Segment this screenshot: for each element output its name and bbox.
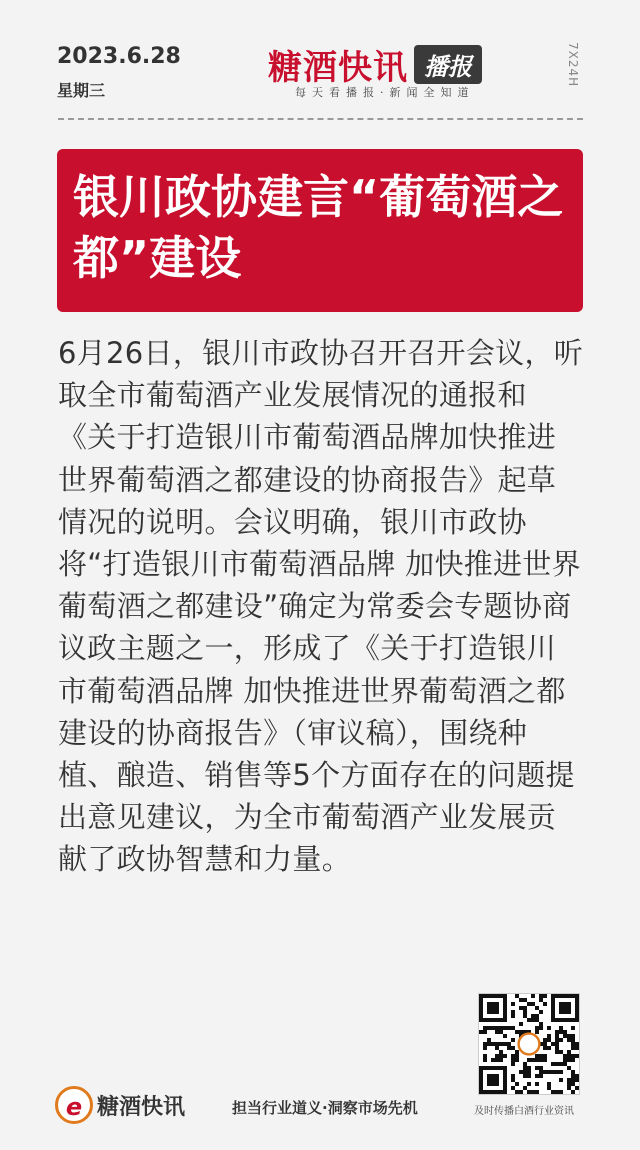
footer-logo — [55, 1086, 185, 1124]
footer-brand: 糖酒快讯 — [97, 1094, 186, 1120]
brand-header — [268, 40, 482, 89]
header-divider — [58, 118, 583, 120]
title-banner — [57, 149, 583, 312]
weekday: 星期三 — [57, 81, 106, 100]
qr-caption: 及时传播白酒行业资讯 — [474, 1106, 574, 1117]
brand-logo-icon: e — [55, 1086, 93, 1124]
brand-tag: 播报 — [414, 45, 482, 84]
brand-slogan: 每天看播报·新闻全知道 — [295, 86, 475, 99]
brand-name: 糖酒快讯 — [268, 48, 408, 88]
footer-tagline: 担当行业道义·洞察市场先机 — [232, 1099, 418, 1117]
date: 2023.6.28 — [57, 44, 181, 69]
qr-code[interactable] — [478, 993, 580, 1095]
side-code: 7X24H — [566, 42, 580, 88]
article-title: 银川政协建言“葡萄酒之都”建设 — [73, 170, 564, 285]
article-body: 6月26日，银川市政协召开召开会议，听取全市葡萄酒产业发展情况的通报和《关于打造银川市葡萄酒品牌加快推进世界葡萄酒之都建设的协商报告》起草情况的说明。会议明确，银川市政协将“打造银川市葡萄酒品牌 加快推进世界葡萄酒之都建设”确定为常委会专题协商议政主题之一，形成了《关于打造银川市葡萄酒品牌 加快推进世界葡萄酒之都建设的协商报告》（审议稿），围绕种植、酿造、销售等5个方面存在的问题提出意见建议，为全市葡萄酒产业发展贡献了政协智慧和力量。 — [58, 336, 584, 877]
qr-code-icon — [479, 994, 579, 1094]
